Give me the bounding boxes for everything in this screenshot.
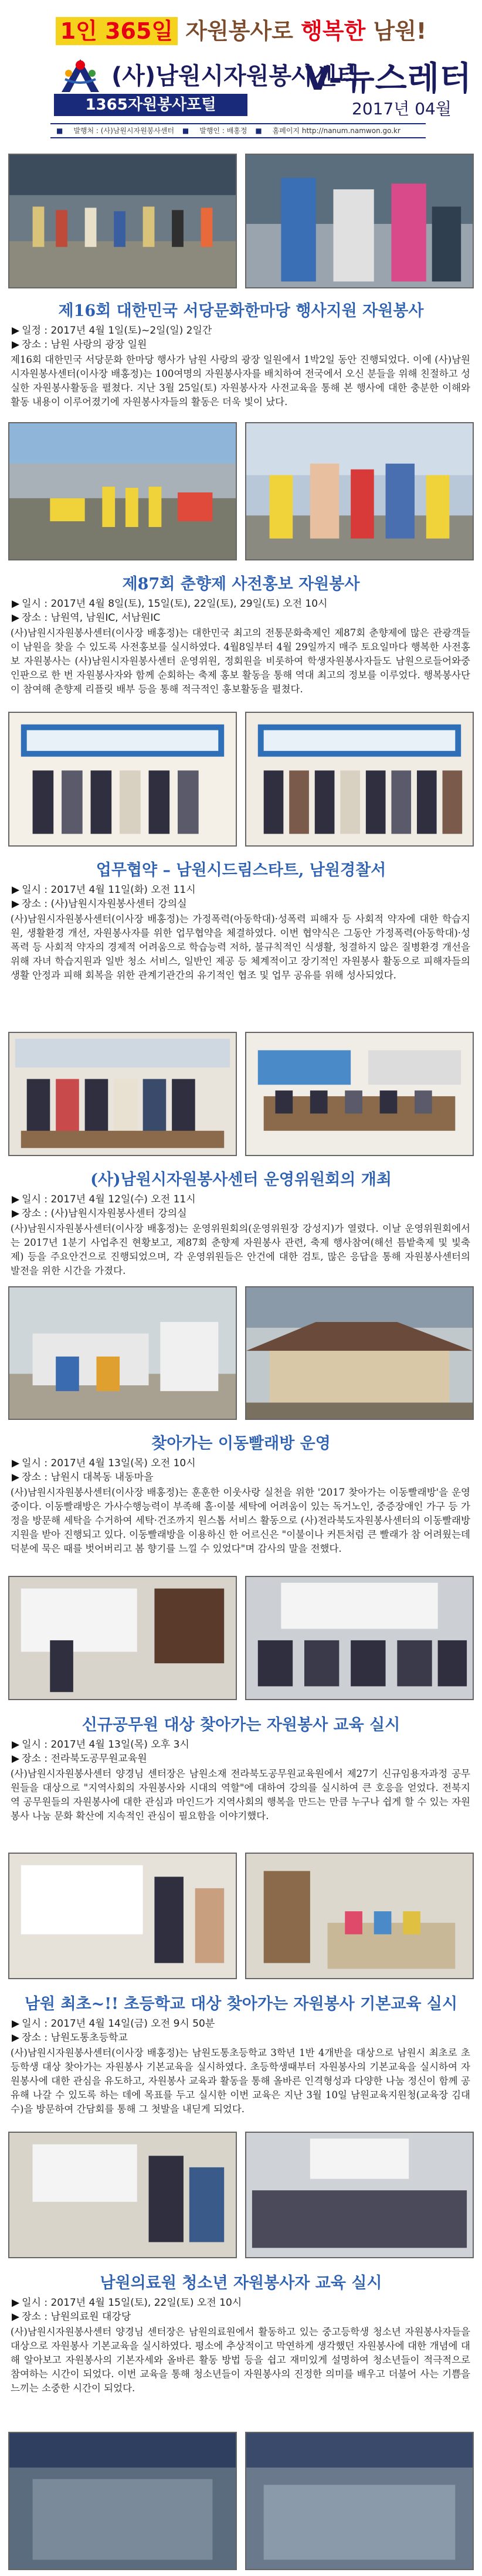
info-date: 일시 : 2017년 4월 15일(토), 22일(토) 오전 10시 (22, 2297, 242, 2309)
bullet-icon: ▶ (12, 598, 20, 610)
publication-info-bar (50, 123, 426, 138)
bullet-icon: ■ (182, 127, 189, 135)
info-date: 일시 : 2017년 4월 13일(목) 오전 10시 (22, 1457, 196, 1469)
section-body: (사)남원시자원봉사센터 양경님 센터장은 남원의료원에서 활동하고 있는 중고등학생 청소년 자원봉사자들을 대상으로 자원봉사 기본교육을 실시하였다. 평소에 추상적이고 막연하게 생각했던 자원봉사에 대한 개념에 대해 알아보고 자원봉사의 기본자세와 올바른 활동 방법 등을 쉽고 재미있게 설명하여 청소년들이 적극적으로 참여하는 시간이 되었다. 이번 교육을 통해 청소년들이 자원봉사의 진정한 의미를 배우고 더불어 사는 기쁨을 느끼는 소중한 시간이 되었다. (11, 2326, 470, 2394)
bullet-icon: ▶ (12, 339, 20, 351)
bullet-icon: ▶ (12, 1208, 20, 1219)
section-title: 제16회 대한민국 서당문화한마당 행사지원 자원봉사 (58, 302, 424, 320)
event-photo (245, 1032, 474, 1156)
bullet-icon: ▶ (12, 1194, 20, 1205)
section-title: 신규공무원 대상 찾아가는 자원봉사 교육 실시 (82, 1716, 400, 1734)
section-body: (사)남원시자원봉사센터 양경님 센터장은 남원소재 전라북도공무원교육원에서 제27기 신규임용자과정 공무원들을 대상으로 "지역사회의 자원봉사와 시대의 역할"에 대하여 강의를 실시하여 큰 호응을 얻었다. 전북지역 공무원들의 자원봉사에 대한 관심과 마인드가 지역사회의 행복을 만드는 만큼 누구나 쉽게 할 수 있는 자원봉사 나눔 문화 확산에 지속적인 관심이 필요함을 이야기했다. (11, 1768, 470, 1821)
info-place: 장소 : 남원 사랑의 광장 일원 (22, 339, 147, 351)
bullet-icon: ▶ (12, 2018, 20, 2030)
event-photo (8, 1032, 237, 1156)
event-photo (8, 1286, 237, 1420)
center-logo-icon (56, 56, 105, 96)
section-info (12, 2017, 215, 2045)
section-title: 남원 최초~!! 초등학교 대상 찾아가는 자원봉사 기본교육 실시 (24, 1995, 458, 2013)
org-name: (사)남원시자원봉사센터 (111, 63, 359, 90)
section-body: 제16회 대한민국 서당문화 한마당 행사가 남원 사랑의 광장 일원에서 1박2일 동안 진행되었다. 이에 (사)남원시자원봉사센터(이사장 배홍정)는 100여명의 자원봉사자를 배치하여 전국에서 오신 분들을 위해 친절하고 성실한 자원봉사활동을 펼쳤다. 지난 3월 25일(토) 자원봉사자 사전교육을 통해 본 행사에 대한 충분한 이해와 활동 내용이 이루어졌기에 자원봉사자들의 활동은 더욱 빛이 났다. (11, 354, 470, 407)
info-place: 장소 : 남원도통초등학교 (22, 2032, 128, 2044)
slogan-namwon: 남원! (365, 18, 427, 44)
bullet-icon: ▶ (12, 325, 20, 337)
info-date: 일시 : 2017년 4월 8일(토), 15일(토), 22일(토), 29일(토) 오전 10시 (22, 598, 328, 610)
section-info (12, 597, 327, 625)
section-body: (사)남원시자원봉사센터(이사장 배홍정)는 대한민국 최고의 전통문화축제인 제87회 춘향제에 많은 관광객들이 남원을 찾을 수 있도록 사전홍보를 실시하였다. 4월8일부터 4월 29일까지 매주 토요일마다 행복한 사전홍보 자원봉사는 (사)남원시자원봉사센터 운영위원, 정회원을 비롯하여 학생자원봉사자들도 남원으로들어와중 인판으로 한 번 자원봉사자와 함께 순회하는 축제 홍보 활동을 통해 역대 최고의 정보를 이루었다. 행복봉사단이 참여해 춘향제 리플릿 배부 등을 통해 적극적인 홍보활동을 펼쳤다. (11, 627, 470, 695)
event-photo (8, 712, 237, 847)
publisher: 발행처 : (사)남원시자원봉사센터 (73, 127, 175, 135)
info-place: 장소 : (사)남원시자원봉사센터 강의실 (22, 1208, 187, 1219)
info-place: 장소 : 남원역, 남원IC, 서남원IC (22, 612, 161, 624)
section-info (12, 1738, 189, 1766)
event-photo (8, 2432, 237, 2570)
newsletter-header (0, 0, 482, 141)
bullet-icon: ■ (56, 127, 63, 135)
slogan (0, 13, 482, 45)
event-photo (245, 2132, 474, 2258)
slogan-highlight-days: 1인 365일 (56, 17, 178, 45)
info-date: 일시 : 2017년 4월 11일(화) 오전 11시 (22, 884, 196, 896)
homepage-link[interactable]: 홈페이지 http://nanum.namwon.go.kr (272, 127, 400, 135)
bullet-icon: ▶ (12, 1739, 20, 1751)
info-date: 일시 : 2017년 4월 14일(금) 오전 9시 50분 (22, 2018, 215, 2030)
info-place: 장소 : (사)남원시자원봉사센터 강의실 (22, 898, 187, 910)
event-photo (245, 2432, 474, 2570)
portal-label[interactable]: 1365자원봉사포털 (54, 94, 247, 116)
bullet-icon: ▶ (12, 1753, 20, 1765)
info-place: 장소 : 남원의료원 대강당 (22, 2311, 131, 2323)
bullet-icon: ▶ (12, 612, 20, 624)
event-photo (245, 1853, 474, 1979)
bullet-icon: ▶ (12, 898, 20, 910)
info-place: 장소 : 남원시 대복동 내동마을 (22, 1471, 154, 1483)
section-info (12, 2296, 242, 2324)
event-photo (8, 1853, 237, 1979)
event-photo (8, 1576, 237, 1700)
section-title: 업무협약 – 남원시드림스타트, 남원경찰서 (96, 861, 386, 879)
event-photo (245, 422, 474, 560)
bullet-icon: ▶ (12, 884, 20, 896)
event-photo (245, 1286, 474, 1420)
bullet-icon: ▶ (12, 2032, 20, 2044)
bullet-icon: ▶ (12, 2297, 20, 2309)
info-date: 일시 : 2017년 4월 13일(목) 오후 3시 (22, 1739, 189, 1751)
slogan-happy: 행복한 (301, 18, 366, 44)
editor: 발행인 : 배홍정 (199, 127, 247, 135)
section-title: 제87회 춘향제 사전홍보 자원봉사 (122, 575, 360, 593)
event-photo (8, 154, 237, 288)
bullet-icon: ■ (255, 127, 262, 135)
section-body: (사)남원시자원봉사센터(이사장 배홍정)는 가정폭력(아동학대)·성폭력 피해자 등 사회적 약자에 대한 학습지원, 생활환경 개선, 자원봉사자를 위한 업무협약을 체결하였다. 이번 협약식은 그동안 가정폭력(아동학대)·성폭력 등 사회적 약자의 경제적 어려움으로 학습능력 저하, 불규칙적인 식생활, 청결하지 않은 질병환경 개선을 위해 자녀 학습지원과 일반 청소 서비스, 일반인 제공 등 체계적이고 장기적인 자원봉사 활동으로 피해자들의 생활 안정과 피해 회복을 위한 관계기관간의 유기적인 협조 및 업무 공유를 위해 성사되었다. (11, 913, 470, 981)
slogan-text: 자원봉사로 (178, 18, 301, 44)
issue-date: 2017년 04월 (352, 99, 452, 118)
event-photo (245, 712, 474, 847)
section-title: (사)남원시자원봉사센터 운영위원회의 개최 (90, 1171, 392, 1189)
bullet-icon: ▶ (12, 2311, 20, 2323)
event-photo (245, 1576, 474, 1700)
event-photo (245, 154, 474, 288)
event-photo (8, 2132, 237, 2258)
bullet-icon: ▶ (12, 1471, 20, 1483)
section-body: (사)남원시자원봉사센터(이사장 배홍정)는 남원도통초등학교 3학년 1반 4개반을 대상으로 남원시 최초로 초등학생 대상 찾아가는 자원봉사 기본교육을 실시하였다. 초등학생때부터 자원봉사의 기본교육을 실시하여 자원봉사에 대한 관심을 유도하고, 자원봉사 교육과 활동을 통해 올바른 인격형성과 다양한 나눔 정신이 함께 공유해 나갈 수 있도록 하는 데에 목표를 두고 실시한 이번 교육은 지난 3월 10일 남원교육지원청(교육장 김대수)을 방문하여 간담회를 통해 그 첫발을 내딛게 되었다. (11, 2047, 470, 2115)
info-date: 일정 : 2017년 4월 1일(토)~2일(일) 2일간 (22, 325, 212, 337)
bullet-icon: ▶ (12, 1457, 20, 1469)
section-info (12, 1192, 196, 1221)
section-title: 남원의료원 청소년 자원봉사자 교육 실시 (100, 2274, 382, 2292)
section-body: (사)남원시자원봉사센터(이사장 배홍정)는 운영위원회의(운영위원장 강성지)가 열렸다. 이날 운영위원회에서는 2017년 1분기 사업추진 현황보고, 제87회 춘향제 자원봉사 관련, 축제 행사참여(해선 틈밭축제 및 빛축제) 등을 주요안건으로 진행되었으며, 각 운영위원들은 안건에 대한 검토, 많은 응답을 통해 자원봉사센터의 발전을 위한 시간을 가졌다. (11, 1223, 470, 1276)
event-photo (8, 422, 237, 560)
section-info (12, 1456, 196, 1484)
newsletter-title: V-뉴스레터 (305, 60, 472, 98)
section-info (12, 324, 212, 352)
info-date: 일시 : 2017년 4월 12일(수) 오전 11시 (22, 1194, 196, 1205)
section-title: 찾아가는 이동빨래방 운영 (151, 1435, 331, 1453)
section-body: (사)남원시자원봉사센터(이사장 배홍정)는 훈훈한 이웃사랑 실천을 위한 '2017 찾아가는 이동빨래방'을 운영중이다. 이동빨래방은 가사수행능력이 부족해 홀·이불 세탁에 어려움이 있는 독거노인, 중증장애인 가구 등 가정을 방문해 세탁을 수거하여 세탁·건조까지 원스톱 서비스 활동으로 (사)전라북도자원봉사센터의 이동빨래방 지원을 받아 진행되고 있다. 이동빨래방을 이용하신 한 어르신은 "이불이나 커튼처럼 큰 빨래가 참 어려웠는데 덕분에 묵은 때를 벗어버리고 봄 향기를 느낄 수 있었다"며 감사의 말을 전했다. (11, 1487, 470, 1554)
info-place: 장소 : 전라북도공무원교육원 (22, 1753, 147, 1765)
section-info (12, 883, 196, 911)
